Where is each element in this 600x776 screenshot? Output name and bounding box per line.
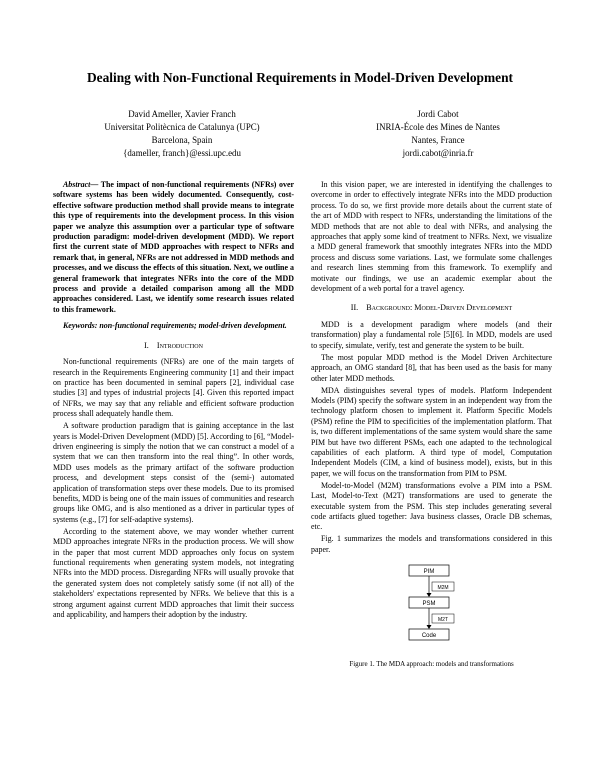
m2t-arrowhead bbox=[427, 625, 432, 629]
m2t-label: M2T bbox=[438, 616, 448, 623]
section-heading-background: II. Background: Model-Driven Development bbox=[350, 303, 513, 313]
author-names: David Ameller, Xavier Franch bbox=[128, 109, 236, 119]
author-affiliation: INRIA-École des Mines de Nantes bbox=[376, 122, 500, 132]
abstract-label: Abstract— bbox=[63, 180, 99, 189]
abstract-text: The impact of non-functional requirements (NFRs) over software systems has been widely documented. Consequently, cost-effective software production method shall provide means to integrate this type of requirements into the development process. In this vision paper we analyze this assumption over a particular type of software production paradigm: model-driven development (MDD). We report first the current state of MDD approaches with respect to NFRs and remark that, in general, NFRs are not addressed in MDD methods and processes, and we discuss the effects of this situation. Next, we outline a general framework that integrates NFRs into the core of the MDD process and provide a detailed comparison among all the MDD approaches considered. Last, we identify some research issues related to this framework. bbox=[53, 180, 294, 314]
intro-paragraph: In this vision paper, we are interested in identifying the challenges to overcome in order to effectively integrate NFRs into the MDD production process. To do so, we first provide more details about the current state of the art of MDD with respect to NFRs, understanding the limitations of the MDD methods that are not able to deal with NFRs, and analysing the approaches that apply some kind of treatment to NFRs. Next, we visualize a MDD general framework that smoothly integrates NFRs into the MDD process and discuss some variations. Last, we formulate some challenges and research lines stemming from this framework. To exemplify and motivate our findings, we use an academic exemplar about the development of a web portal for a travel agency. bbox=[311, 180, 552, 294]
keywords: Keywords: non-functional requirements; model-driven development. bbox=[63, 321, 287, 331]
figure-caption: Figure 1. The MDA approach: models and transformations bbox=[349, 660, 514, 669]
background-paragraph: Fig. 1 summarizes the models and transformations considered in this paper. bbox=[311, 534, 552, 554]
background-paragraph: MDD is a development paradigm where models (and their transformation) play a fundamental role [5][6]. In MDD, models are used to specify, simulate, verify, test and generate the system to be built. bbox=[311, 319, 552, 350]
intro-paragraph: According to the statement above, we may wonder whether current MDD approaches integrate NFRs in the production process. We will show in the paper that most current MDD approaches only focus on system functional requirements when generating system models, not integrating NFRs into the MDD process. Disregarding NFRs will usually provoke that the generated system does not completely satisfy some (if not all) of the stakeholders' expectations represented by NFRs. We believe that this is a strong argument against current MDD approaches that limit their success and applicability, and hampers their adoption by the industry. bbox=[53, 526, 294, 620]
psm-label: PSM bbox=[422, 601, 436, 608]
author-location: Barcelona, Spain bbox=[151, 135, 213, 145]
pim-label: PIM bbox=[423, 569, 435, 576]
author-email: {dameller, franch}@essi.upc.edu bbox=[123, 148, 241, 158]
paper-title: Dealing with Non-Functional Requirements in Model-Driven Development bbox=[86, 70, 513, 85]
intro-paragraph: Non-functional requirements (NFRs) are one of the main targets of research in the Requirements Engineering community [1] and their impact on practice has been documented in seminal papers [2], individual case studies [3] and types of industrial projects [4]. Given this reported impact of NFRs, we may say that any reliable and efficient software production process shall adequately handle them. bbox=[53, 357, 294, 419]
author-location: Nantes, France bbox=[411, 135, 465, 145]
mda-diagram bbox=[311, 559, 552, 657]
code-label: Code bbox=[421, 633, 437, 640]
background-paragraph: Model-to-Model (M2M) transformations evolve a PIM into a PSM. Last, Model-to-Text (M2T) transformations are used to generate the executable system from the PSM. This step includes generating several code artifacts glued together: Java business classes, Oracle DB schemas, etc. bbox=[311, 480, 552, 532]
section-heading-introduction: I. Introduction bbox=[144, 340, 203, 350]
author-block-2 bbox=[328, 108, 548, 160]
author-affiliation: Universitat Politècnica de Catalunya (UPC) bbox=[104, 122, 260, 132]
abstract bbox=[53, 180, 294, 315]
right-column bbox=[311, 180, 552, 671]
figure-1 bbox=[311, 559, 552, 657]
m2m-arrowhead bbox=[427, 593, 432, 597]
author-block-1 bbox=[72, 108, 292, 160]
left-column bbox=[53, 180, 294, 622]
background-paragraph: MDA distinguishes several types of models. Platform Independent Models (PIM) specify the software system in an independent way from the technology platform chosen to implement it. Platform Specific Models (PSM) refine the PIM to specificities of the implementation platform. That is, two different implementations of the same system would share the same PIM but have two different PSMs, each one adapted to the technological capabilities of each platform. A third type of model, Computation Independent Models (CIM, a kind of business model), exists, but in this paper, we will focus on the transformation from PIM to PSM. bbox=[311, 385, 552, 478]
intro-paragraph: A software production paradigm that is gaining acceptance in the last years is Model-Driven Development (MDD) [5]. According to [6], “Model-driven engineering is simply the notion that we can construct a model of a system that we can then transform into the real thing”. In other words, MDD uses models as the primary artifact of the software production process, and development steps consist of the (semi-) automated application of transformation steps over these models. Due to its promised benefits, MDD is being one of the main issues of communities and research groups like OMG, and is also mentioned as a driver in particular types of systems (e.g., [7] for self-adaptive systems). bbox=[53, 421, 294, 524]
author-names: Jordi Cabot bbox=[417, 109, 459, 119]
author-email: jordi.cabot@inria.fr bbox=[402, 148, 474, 158]
background-paragraph: The most popular MDD method is the Model Driven Architecture approach, an OMG standard [8], that has been used as the basis for many other later MDD methods. bbox=[311, 352, 552, 383]
m2m-label: M2M bbox=[437, 584, 449, 591]
